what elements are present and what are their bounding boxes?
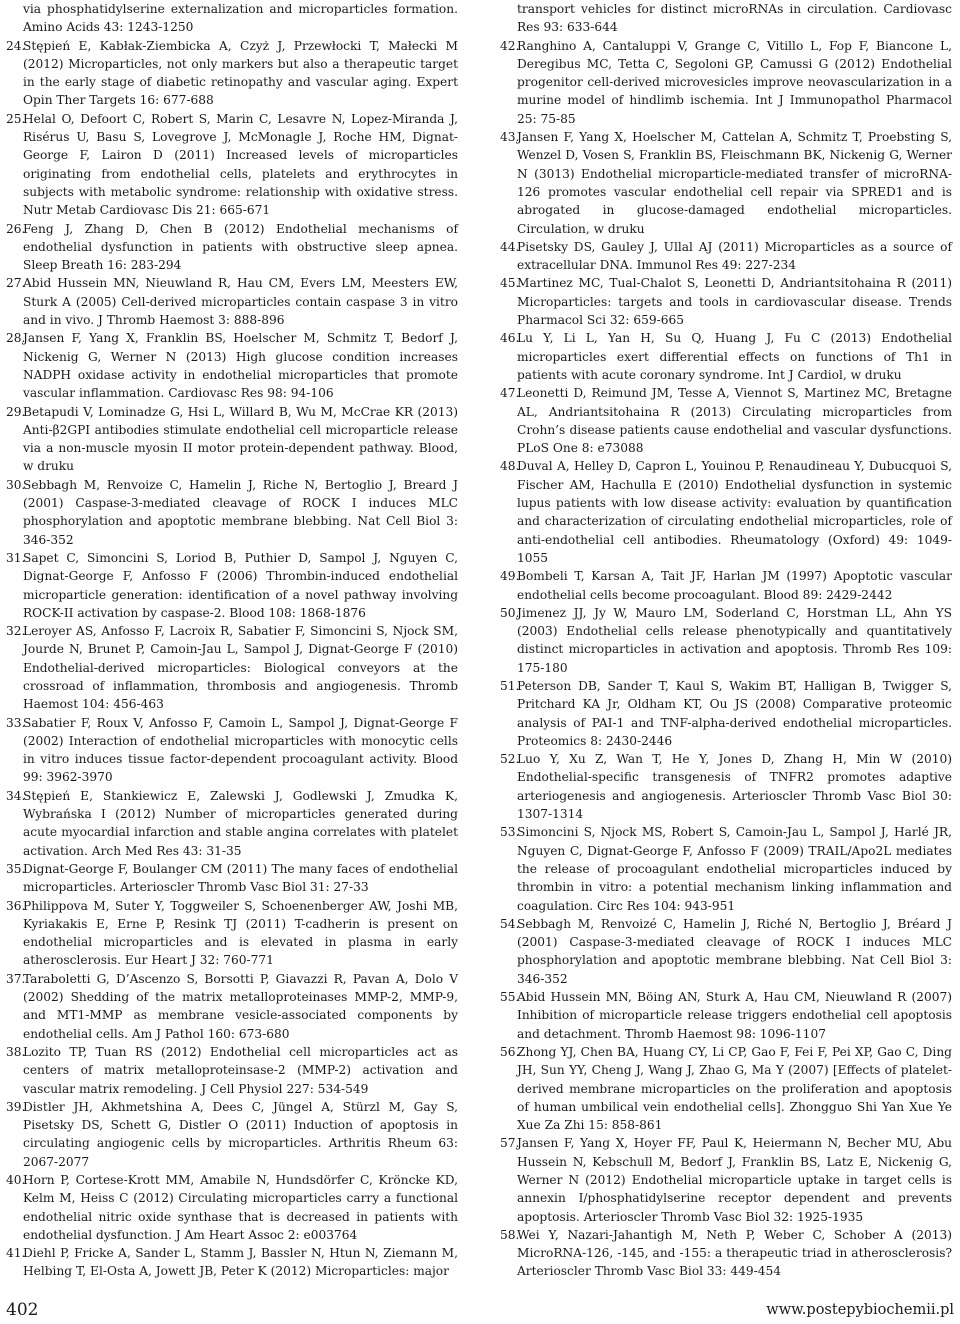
- reference-item: [6, 37, 458, 110]
- reference-text: Horn P, Cortese-Krott MM, Amabile N, Hundsdörfer C, Kröncke KD, Kelm M, Heiss C (2012) Circulating microparticles carry a functional endothelial nitric oxide synthase that is decreased in patients with endothelial dysfunction. J Am Heart Assoc 2: e003764: [23, 1173, 458, 1242]
- reference-item: [6, 897, 458, 970]
- reference-text: Taraboletti G, D’Ascenzo S, Borsotti P, Giavazzi R, Pavan A, Dolo V (2002) Shedding of the matrix metalloproteinases MMP-2, MMP-9, and MT1-MMP as membrane vesicle-associated components by endothelial cells. Am J Pathol 160: 673-680: [23, 971, 458, 1041]
- reference-item: [500, 988, 952, 1043]
- reference-text: Stępień E, Kabłak-Ziembicka A, Czyż J, Przewłocki T, Małecki M (2012) Microparticles, not only markers but also a therapeutic target in the early stage of diabetic retinopathy and vascular aging. Expert Opin Ther Targets 16: 677-688: [23, 38, 458, 108]
- reference-item: [500, 1043, 952, 1134]
- reference-text: Pisetsky DS, Gauley J, Ullal AJ (2011) Microparticles as a source of extracellular DNA. Immunol Res 49: 227-234: [517, 239, 952, 273]
- reference-item: [500, 567, 952, 604]
- reference-number: 30.: [6, 477, 26, 492]
- reference-number: 27.: [6, 276, 26, 291]
- right-column: [500, 0, 952, 1281]
- reference-item: [6, 1244, 458, 1281]
- reference-number: 44.: [500, 239, 520, 254]
- reference-text: Duval A, Helley D, Capron L, Youinou P, Renaudineau Y, Dubucquoi S, Fischer AM, Hachulla E (2010) Endothelial dysfunction in systemic lupus patients with low disease activity: evaluation by quantification and characterization of circulating endothelial microparticles, role of anti-endothelial cell antibodies. Rheumatology (Oxford) 49: 1049-1055: [517, 459, 952, 565]
- left-column: [6, 0, 458, 1281]
- reference-item: [500, 329, 952, 384]
- reference-number: 38.: [6, 1044, 26, 1059]
- reference-number: 32.: [6, 624, 26, 639]
- reference-item: [500, 1226, 952, 1281]
- reference-number: 34.: [6, 788, 26, 803]
- reference-number: 31.: [6, 550, 26, 565]
- reference-text: Zhong YJ, Chen BA, Huang CY, Li CP, Gao F, Fei F, Pei XP, Gao C, Ding JH, Sun YY, Cheng J, Wang J, Zhao G, Ma Y (2007) [Effects of platelet-derived membrane microparticles on the proliferation and apoptosis of human umbilical vein endothelial cells]. Zhongguo Shi Yan Xue Ye Xue Za Zhi 15: 858-861: [517, 1044, 952, 1133]
- reference-number: 51.: [500, 678, 520, 693]
- reference-text: Luo Y, Xu Z, Wan T, He Y, Jones D, Zhang H, Min W (2010) Endothelial-specific transgenesis of TNFR2 promotes adaptive arteriogenesis and angiogenesis. Arterioscler Thromb Vasc Biol 30: 1307-1314: [517, 752, 952, 822]
- reference-number: 48.: [500, 459, 520, 474]
- reference-number: 29.: [6, 404, 26, 419]
- reference-item: [500, 915, 952, 988]
- reference-number: 39.: [6, 1099, 26, 1114]
- reference-item: [6, 860, 458, 897]
- reference-number: 26.: [6, 221, 26, 236]
- reference-item: [6, 970, 458, 1043]
- reference-number: 42.: [500, 38, 520, 53]
- reference-text: Leroyer AS, Anfosso F, Lacroix R, Sabatier F, Simoncini S, Njock SM, Jourde N, Brunet P, Camoin-Jau L, Sampol J, Dignat-George F (2010) Endothelial-derived microparticles: Biological conveyors at the crossroad of inflammation, thrombosis and angiogenesis. Thromb Haemost 104: 456-463: [23, 624, 458, 712]
- reference-item: [500, 238, 952, 275]
- reference-text: Jansen F, Yang X, Franklin BS, Hoelscher M, Schmitz T, Bedorf J, Nickenig G, Werner N (2013) High glucose condition increases NADPH oxidase activity in endothelial microparticles that promote vascular inflammation. Cardiovasc Res 98: 94-106: [23, 331, 458, 401]
- reference-continuation: transport vehicles for distinct microRNAs in circulation. Cardiovasc Res 93: 633-644: [517, 2, 952, 35]
- reference-text: Leonetti D, Reimund JM, Tesse A, Viennot S, Martinez MC, Bretagne AL, Andriantsitohaina R (2013) Circulating microparticles from Crohn’s disease patients cause endothelial and vascular dysfunctions. PLoS One 8: e73088: [517, 386, 952, 456]
- reference-item: [500, 604, 952, 677]
- reference-item: [6, 787, 458, 860]
- reference-number: 46.: [500, 331, 520, 346]
- reference-number: 41.: [6, 1246, 26, 1261]
- reference-list-left: [6, 37, 458, 1281]
- reference-text: Lu Y, Li L, Yan H, Su Q, Huang J, Fu C (2013) Endothelial microparticles exert differential effects on functions of Th1 in patients with acute coronary syndrome. Int J Cardiol, w druku: [517, 331, 952, 382]
- reference-text: Sebbagh M, Renvoizé C, Hamelin J, Riché N, Bertoglio J, Bréard J (2001) Caspase-3-mediated cleavage of ROCK I induces MLC phosphorylation and apoptotic membrane blebbing. Nat Cell Biol 3: 346-352: [517, 916, 952, 986]
- reference-text: Betapudi V, Lominadze G, Hsi L, Willard B, Wu M, McCrae KR (2013) Anti-β2GPI antibodies stimulate endothelial cell microparticle release via a non-muscle myosin II motor protein-dependent pathway. Blood, w druku: [23, 404, 458, 474]
- reference-item: [6, 476, 458, 549]
- page-number: 402: [6, 1300, 39, 1320]
- reference-text: Sabatier F, Roux V, Anfosso F, Camoin L, Sampol J, Dignat-George F (2002) Interaction of endothelial microparticles with monocytic cells in vitro induces tissue factor-dependent procoagulant activity. Blood 99: 3962-3970: [23, 715, 458, 785]
- reference-number: 24.: [6, 38, 26, 53]
- reference-text: Simoncini S, Njock MS, Robert S, Camoin-Jau L, Sampol J, Harlé JR, Nguyen C, Dignat-George F, Anfosso F (2009) TRAIL/Apo2L mediates the release of procoagulant endothelial microparticles induced by thrombin in vitro: a potential mechanism linking inflammation and coagulation. Circ Res 104: 943-951: [517, 825, 952, 913]
- reference-number: 33.: [6, 715, 26, 730]
- reference-item: [500, 128, 952, 238]
- reference-number: 49.: [500, 569, 520, 584]
- reference-item: [6, 1171, 458, 1244]
- reference-item: [500, 274, 952, 329]
- reference-item: [500, 750, 952, 823]
- reference-text: Sebbagh M, Renvoize C, Hamelin J, Riche N, Bertoglio J, Breard J (2001) Caspase-3-mediated cleavage of ROCK I induces MLC phosphorylation and apoptotic membrane blebbing. Nat Cell Biol 3: 346-352: [23, 477, 458, 547]
- reference-number: 58.: [500, 1227, 520, 1242]
- reference-number: 40.: [6, 1173, 26, 1187]
- reference-item: [6, 329, 458, 402]
- reference-text: Abid Hussein MN, Nieuwland R, Hau CM, Evers LM, Meesters EW, Sturk A (2005) Cell-derived microparticles contain caspase 3 in vitro and in vivo. J Thromb Haemost 3: 888-896: [23, 276, 458, 328]
- reference-text: Martinez MC, Tual-Chalot S, Leonetti D, Andriantsitohaina R (2011) Microparticles: targets and tools in cardiovascular disease. Trends Pharmacol Sci 32: 659-665: [517, 276, 952, 328]
- reference-item: [500, 1134, 952, 1225]
- reference-text: Sapet C, Simoncini S, Loriod B, Puthier D, Sampol J, Nguyen C, Dignat-George F, Anfosso F (2006) Thrombin-induced endothelial microparticle generation: identification of a novel pathway involving ROCK-II activation by caspase-2. Blood 108: 1868-1876: [23, 550, 458, 620]
- reference-number: 53.: [500, 825, 520, 840]
- reference-item: [500, 677, 952, 750]
- reference-text: Wei Y, Nazari-Jahantigh M, Neth P, Weber C, Schober A (2013) MicroRNA-126, -145, and -155: a therapeutic triad in atherosclerosis? Arterioscler Thromb Vasc Biol 33: 449-454: [517, 1227, 952, 1279]
- reference-number: 37.: [6, 971, 26, 986]
- reference-number: 55.: [500, 990, 520, 1005]
- reference-text: Philippova M, Suter Y, Toggweiler S, Schoenenberger AW, Joshi MB, Kyriakakis E, Erne P, Resink TJ (2011) T-cadherin is present on endothelial microparticles and is elevated in plasma in early atherosclerosis. Eur Heart J 32: 760-771: [23, 898, 458, 968]
- reference-list-right: [500, 37, 952, 1281]
- journal-website: www.postepybiochemii.pl: [766, 1302, 954, 1318]
- reference-item: [6, 1043, 458, 1098]
- reference-text: Feng J, Zhang D, Chen B (2012) Endothelial mechanisms of endothelial dysfunction in patients with obstructive sleep apnea. Sleep Breath 16: 283-294: [23, 221, 458, 273]
- reference-number: 56.: [500, 1044, 520, 1059]
- reference-text: Bombeli T, Karsan A, Tait JF, Harlan JM (1997) Apoptotic vascular endothelial cells become procoagulant. Blood 89: 2429-2442: [517, 569, 952, 602]
- reference-text: Lozito TP, Tuan RS (2012) Endothelial cell microparticles act as centers of matrix metalloproteinsase-2 (MMP-2) activation and vascular matrix remodeling. J Cell Physiol 227: 534-549: [23, 1044, 458, 1096]
- reference-item: [6, 714, 458, 787]
- reference-text: Jimenez JJ, Jy W, Mauro LM, Soderland C, Horstman LL, Ahn YS (2003) Endothelial cells release phenotypically and quantitatively distinct microparticles in activation and apoptosis. Thromb Res 109: 175-180: [517, 605, 952, 675]
- reference-number: 28.: [6, 331, 26, 346]
- reference-number: 36.: [6, 898, 26, 913]
- reference-text: Stępień E, Stankiewicz E, Zalewski J, Godlewski J, Zmudka K, Wybrańska I (2012) Number of microparticles generated during acute myocardial infarction and stable angina correlates with platelet activation. Arch Med Res 43: 31-35: [23, 788, 458, 858]
- reference-item: [500, 823, 952, 914]
- reference-text: Dignat-George F, Boulanger CM (2011) The many faces of endothelial microparticles. Arterioscler Thromb Vasc Biol 31: 27-33: [23, 861, 458, 895]
- reference-text: Diehl P, Fricke A, Sander L, Stamm J, Bassler N, Htun N, Ziemann M, Helbing T, El-Osta A, Jowett JB, Peter K (2012) Microparticles: major: [23, 1246, 458, 1279]
- reference-item: [6, 110, 458, 220]
- reference-item: [6, 220, 458, 275]
- reference-text: Abid Hussein MN, Böing AN, Sturk A, Hau CM, Nieuwland R (2007) Inhibition of microparticle release triggers endothelial cell apoptosis and detachment. Thromb Haemost 98: 1096-1107: [517, 990, 952, 1041]
- reference-item: [6, 549, 458, 622]
- reference-item: [6, 1098, 458, 1171]
- reference-number: 54.: [500, 916, 520, 931]
- reference-number: 57.: [500, 1136, 520, 1151]
- reference-continuation: via phosphatidylserine externalization and microparticles formation. Amino Acids 43: 1243-1250: [23, 2, 458, 35]
- reference-number: 47.: [500, 386, 520, 401]
- reference-number: 52.: [500, 752, 520, 767]
- reference-item: [500, 384, 952, 457]
- reference-item: [500, 457, 952, 567]
- reference-text: Peterson DB, Sander T, Kaul S, Wakim BT, Halligan B, Twigger S, Pritchard KA Jr, Oldham KT, Ou JS (2008) Comparative proteomic analysis of PAI-1 and TNF-alpha-derived endothelial microparticles. Proteomics 8: 2430-2446: [517, 678, 952, 748]
- reference-item: [6, 622, 458, 713]
- reference-text: Jansen F, Yang X, Hoyer FF, Paul K, Heiermann N, Becher MU, Abu Hussein N, Kebschull M, Bedorf J, Franklin BS, Latz E, Nickenig G, Werner N (2012) Endothelial microparticle uptake in target cells is annexin I/phosphatidylserine receptor dependent and prevents apoptosis. Arterioscler Thromb Vasc Biol 32: 1925-1935: [517, 1136, 952, 1224]
- reference-item: [6, 403, 458, 476]
- reference-number: 50.: [500, 605, 520, 620]
- reference-number: 25.: [6, 111, 26, 126]
- reference-text: Helal O, Defoort C, Robert S, Marin C, Lesavre N, Lopez-Miranda J, Risérus U, Basu S, Lovegrove J, McMonagle J, Roche HM, Dignat-George F, Lairon D (2011) Increased levels of microparticles originating from endothelial cells, platelets and erythrocytes in subjects with metabolic syndrome: relationship with oxidative stress. Nutr Metab Cardiovasc Dis 21: 665-671: [23, 111, 458, 218]
- reference-text: Ranghino A, Cantaluppi V, Grange C, Vitillo L, Fop F, Biancone L, Deregibus MC, Tetta C, Segoloni GP, Camussi G (2012) Endothelial progenitor cell-derived microvesicles improve neovascularization in a murine model of hindlimb ischemia. Int J Immunopathol Pharmacol 25: 75-85: [517, 38, 952, 126]
- reference-number: 43.: [500, 130, 520, 145]
- reference-item: [500, 37, 952, 128]
- reference-number: 35.: [6, 861, 26, 876]
- reference-number: 45.: [500, 276, 520, 291]
- reference-item: [6, 274, 458, 329]
- reference-text: Jansen F, Yang X, Hoelscher M, Cattelan A, Schmitz T, Proebsting S, Wenzel D, Vosen S, Franklin BS, Fleischmann BK, Nickenig G, Werner N (3013) Endothelial microparticle-mediated transfer of microRNA-126 promotes vascular endothelial cell repair via SPRED1 and is abrogated in glucose-damaged endothelial microparticles. Circulation, w druku: [517, 130, 952, 236]
- reference-text: Distler JH, Akhmetshina A, Dees C, Jüngel A, Stürzl M, Gay S, Pisetsky DS, Schett G, Distler O (2011) Induction of apoptosis in circulating angiogenic cells by microparticles. Arthritis Rheum 63: 2067-2077: [23, 1099, 458, 1169]
